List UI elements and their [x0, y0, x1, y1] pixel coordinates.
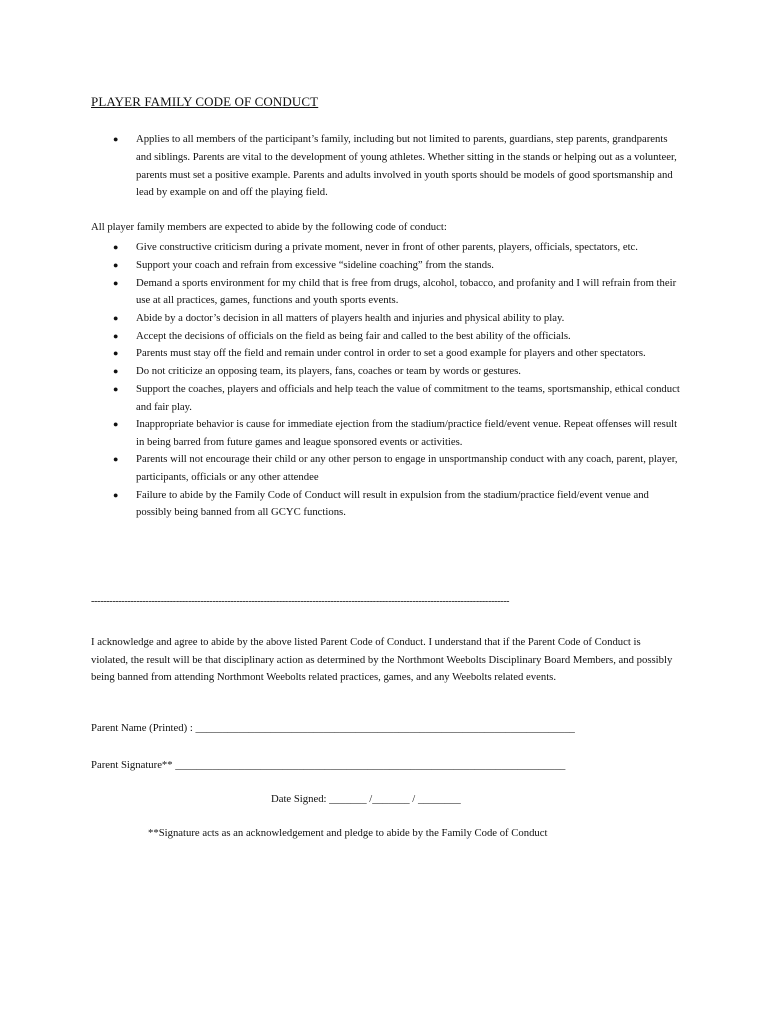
- bullet-icon: ●: [113, 312, 119, 323]
- rule-item: [113, 328, 683, 346]
- rule-item: [113, 487, 683, 522]
- intro-bullet-row: [113, 131, 683, 202]
- rule-text: Demand a sports environment for my child that is free from drugs, alcohol, tobacco, and profanity and I will refrain from their use at all practices, games, functions and youth sports events.: [136, 276, 677, 307]
- rule-item: [113, 416, 683, 451]
- rule-item: [113, 257, 683, 275]
- rule-item: [113, 381, 683, 416]
- intro-text: Applies to all members of the participant’s family, including but not limited to parents, guardians, step parents, grandparents and siblings. Parents are vital to the development of young athletes. Whether sitting in the stands or helping out as a volunteer, parents must set a positive example. Parents and adults involved in youth sports should be models of good sportsmanship and lead by example on and off the playing field.: [136, 133, 677, 199]
- section-divider: ------------------------------------------------------------------------------------------------------------------------------------------: [91, 596, 510, 607]
- rule-text: Parents will not encourage their child or any other person to engage in unsportmanship conduct with any coach, parent, player, participants, officials or any other attendee: [136, 453, 678, 483]
- bullet-icon: ●: [113, 348, 119, 359]
- parent-signature-field[interactable]: Parent Signature** _________________________________________________________________________: [91, 759, 566, 771]
- rule-text: Do not criticize an opposing team, its players, fans, coaches or team by words or gestures.: [136, 365, 521, 378]
- date-signed-field[interactable]: Date Signed: _______ /_______ / ________: [271, 793, 461, 805]
- rule-text: Abide by a doctor’s decision in all matters of players health and injuries and physical ability to play.: [136, 311, 565, 324]
- bullet-icon: ●: [113, 330, 119, 341]
- parent-name-field[interactable]: Parent Name (Printed) : _______________________________________________________________________: [91, 722, 575, 734]
- bullet-icon: ●: [113, 419, 119, 430]
- rule-text: Accept the decisions of officials on the field as being fair and called to the best ability of the officials.: [136, 329, 571, 342]
- bullet-icon: ●: [113, 489, 119, 500]
- bullet-icon: ●: [113, 134, 119, 144]
- bullet-icon: ●: [113, 454, 119, 465]
- rule-item: [113, 363, 683, 381]
- acknowledgement-paragraph: I acknowledge and agree to abide by the above listed Parent Code of Conduct. I understand that if the Parent Code of Conduct is violated, the result will be that disciplinary action as determined by the Northmont Weebolts Disciplinary Board Members, and possibly being banned from attending Northmont Weebolts related practices, games, and any Weebolts related events.: [91, 636, 673, 684]
- rule-item: [113, 275, 683, 310]
- rule-item: [113, 345, 683, 363]
- code-lead-text: All player family members are expected to abide by the following code of conduct:: [91, 221, 447, 233]
- rule-text: Parents must stay off the field and remain under control in order to set a good example for players and other spectators.: [136, 347, 646, 360]
- intro-paragraph: [113, 131, 683, 202]
- rule-item: [113, 239, 683, 257]
- rule-item: [113, 310, 683, 328]
- bullet-icon: ●: [113, 242, 119, 252]
- rule-text: Give constructive criticism during a private moment, never in front of other parents, players, officials, spectators, etc.: [136, 241, 638, 253]
- rule-item: [113, 451, 683, 486]
- bullet-icon: ●: [113, 366, 119, 377]
- page-title: PLAYER FAMILY CODE OF CONDUCT: [91, 94, 319, 109]
- bullet-icon: ●: [113, 277, 119, 288]
- rule-text: Support your coach and refrain from excessive “sideline coaching” from the stands.: [136, 258, 494, 271]
- rules-list: [113, 239, 683, 522]
- bullet-icon: ●: [113, 259, 119, 270]
- rule-text: Failure to abide by the Family Code of Conduct will result in expulsion from the stadium/practice field/event venue and possibly being banned from all GCYC functions.: [136, 488, 649, 519]
- bullet-icon: ●: [113, 383, 119, 394]
- signature-note: **Signature acts as an acknowledgement and pledge to abide by the Family Code of Conduct: [148, 827, 548, 839]
- rule-text: Support the coaches, players and officials and help teach the value of commitment to the teams, sportsmanship, ethical conduct and fair play.: [136, 382, 680, 413]
- rule-text: Inappropriate behavior is cause for immediate ejection from the stadium/practice field/event venue. Repeat offenses will result in being barred from future games and league sponsored events or activities.: [136, 418, 678, 448]
